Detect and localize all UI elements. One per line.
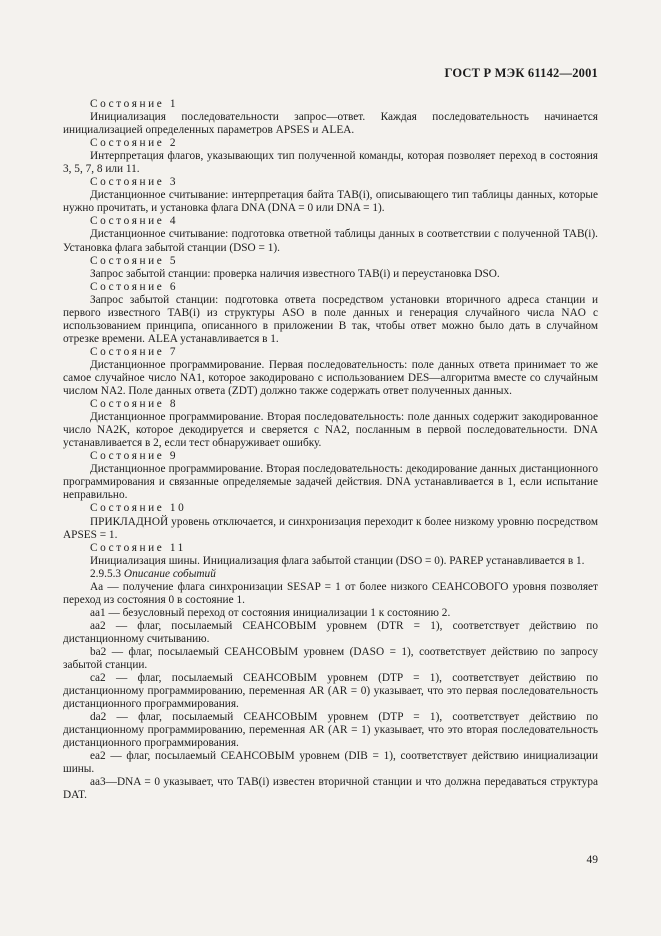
section-heading <box>63 568 598 581</box>
body-paragraph: Aa — получение флага синхронизации SESAP = 1 от более низкого СЕАНСОВОГО уровня позволяет переход из состояния 0 в состояние 1. <box>63 580 598 606</box>
state-heading: Состояние 10 <box>90 502 187 515</box>
page-number: 49 <box>586 854 598 866</box>
body-paragraph: Инициализация последовательности запрос—ответ. Каждая последовательность начинается инициализацией определенных параметров APSES и ALEA. <box>63 111 598 137</box>
body-paragraph: da2 — флаг, посылаемый СЕАНСОВЫМ уровнем (DTP = 1), соответствует действию по дистанционному программированию, переменная AR (AR = 1) указывает, что это вторая последовательность дистанционного программирования. <box>63 711 598 750</box>
state-heading: Состояние 5 <box>90 254 179 267</box>
state-heading: Состояние 6 <box>90 280 179 293</box>
body-paragraph: ПРИКЛАДНОЙ уровень отключается, и синхронизация переходит к более низкому уровню посредством APSES = 1. <box>63 515 598 541</box>
state-heading: Состояние 3 <box>90 176 179 189</box>
body-paragraph: Дистанционное программирование. Вторая последовательность: поле данных содержит закодированное число NA2K, которое декодируется и сверяется с NA2, посланным в первой последовательности. DNA устанавливается в 2, если тест обнаруживает ошибку. <box>63 411 598 450</box>
page-body <box>63 98 598 803</box>
body-paragraph: ba2 — флаг, посылаемый СЕАНСОВЫМ уровнем (DASO = 1), соответствует действию по запросу забытой станции. <box>63 645 598 672</box>
section-title: Описание событий <box>123 567 216 580</box>
body-paragraph: Дистанционное считывание: интерпретация байта TAB(i), описывающего тип таблицы данных, которые нужно прочитать, и установка флага DNA (DNA = 0 или DNA = 1). <box>63 189 598 215</box>
body-paragraph: Запрос забытой станции: подготовка ответа посредством установки вторичного адреса станции и первого известного TAB(i) из структуры ASO в поле данных и генерация случайного числа NAO с использованием принципа, описанного в приложении В так, чтобы ответ можно было дать в случайном отрезке времени. ALEA устанавливается в 1. <box>63 293 598 345</box>
body-paragraph: aa1 — безусловный переход от состояния инициализации 1 к состоянию 2. <box>90 606 451 619</box>
state-heading: Состояние 11 <box>90 541 186 554</box>
body-paragraph: ea2 — флаг, посылаемый СЕАНСОВЫМ уровнем (DIB = 1), соответствует действию инициализации шины. <box>63 750 598 776</box>
body-paragraph: Запрос забытой станции: проверка наличия известного TAB(i) и переустановка DSO. <box>90 267 500 280</box>
body-paragraph: Дистанционное программирование. Первая последовательность: поле данных ответа принимает то же самое случайное число NA1, которое закодировано с использованием DES—алгоритма вместе со случайным числом NA2. Поле данных ответа (ZDT) должно также содержать ответ полученных данных. <box>63 358 598 398</box>
state-heading: Состояние 8 <box>90 398 179 411</box>
body-paragraph: aa2 — флаг, посылаемый СЕАНСОВЫМ уровнем (DTR = 1), соответствует действию по дистанционному считыванию. <box>63 619 598 645</box>
body-paragraph: Интерпретация флагов, указывающих тип полученной команды, которая позволяет переход в состояния 3, 5, 7, 8 или 11. <box>63 150 598 176</box>
state-heading: Состояние 1 <box>90 98 179 110</box>
page-header: ГОСТ Р МЭК 61142—2001 <box>444 66 598 80</box>
state-heading: Состояние 7 <box>90 345 179 358</box>
body-paragraph: ca2 — флаг, посылаемый СЕАНСОВЫМ уровнем (DTP = 1), соответствует действию по дистанционному программированию, переменная AR (AR = 0) указывает, что это первая последовательность дистанционного программирования. <box>63 672 598 711</box>
state-heading: Состояние 4 <box>90 215 179 228</box>
state-heading: Состояние 2 <box>90 137 179 150</box>
state-heading: Состояние 9 <box>90 450 179 463</box>
body-paragraph: Инициализация шины. Инициализация флага забытой станции (DSO = 0). PAREP устанавливается в 1. <box>90 554 585 567</box>
section-number: 2.9.5.3 <box>90 567 122 580</box>
body-paragraph: Дистанционное считывание: подготовка ответной таблицы данных в соответствии с полученной TAB(i). Установка флага забытой станции (DSO = 1). <box>63 228 598 254</box>
body-paragraph: Дистанционное программирование. Вторая последовательность: декодирование данных дистанционного программирования и связанные определяемые задачей действия. DNA устанавливается в 1, если испытание неправильно. <box>63 463 598 502</box>
body-paragraph: aa3—DNA = 0 указывает, что TAB(i) известен вторичной станции и что должна передаваться структура DAT. <box>63 776 598 802</box>
